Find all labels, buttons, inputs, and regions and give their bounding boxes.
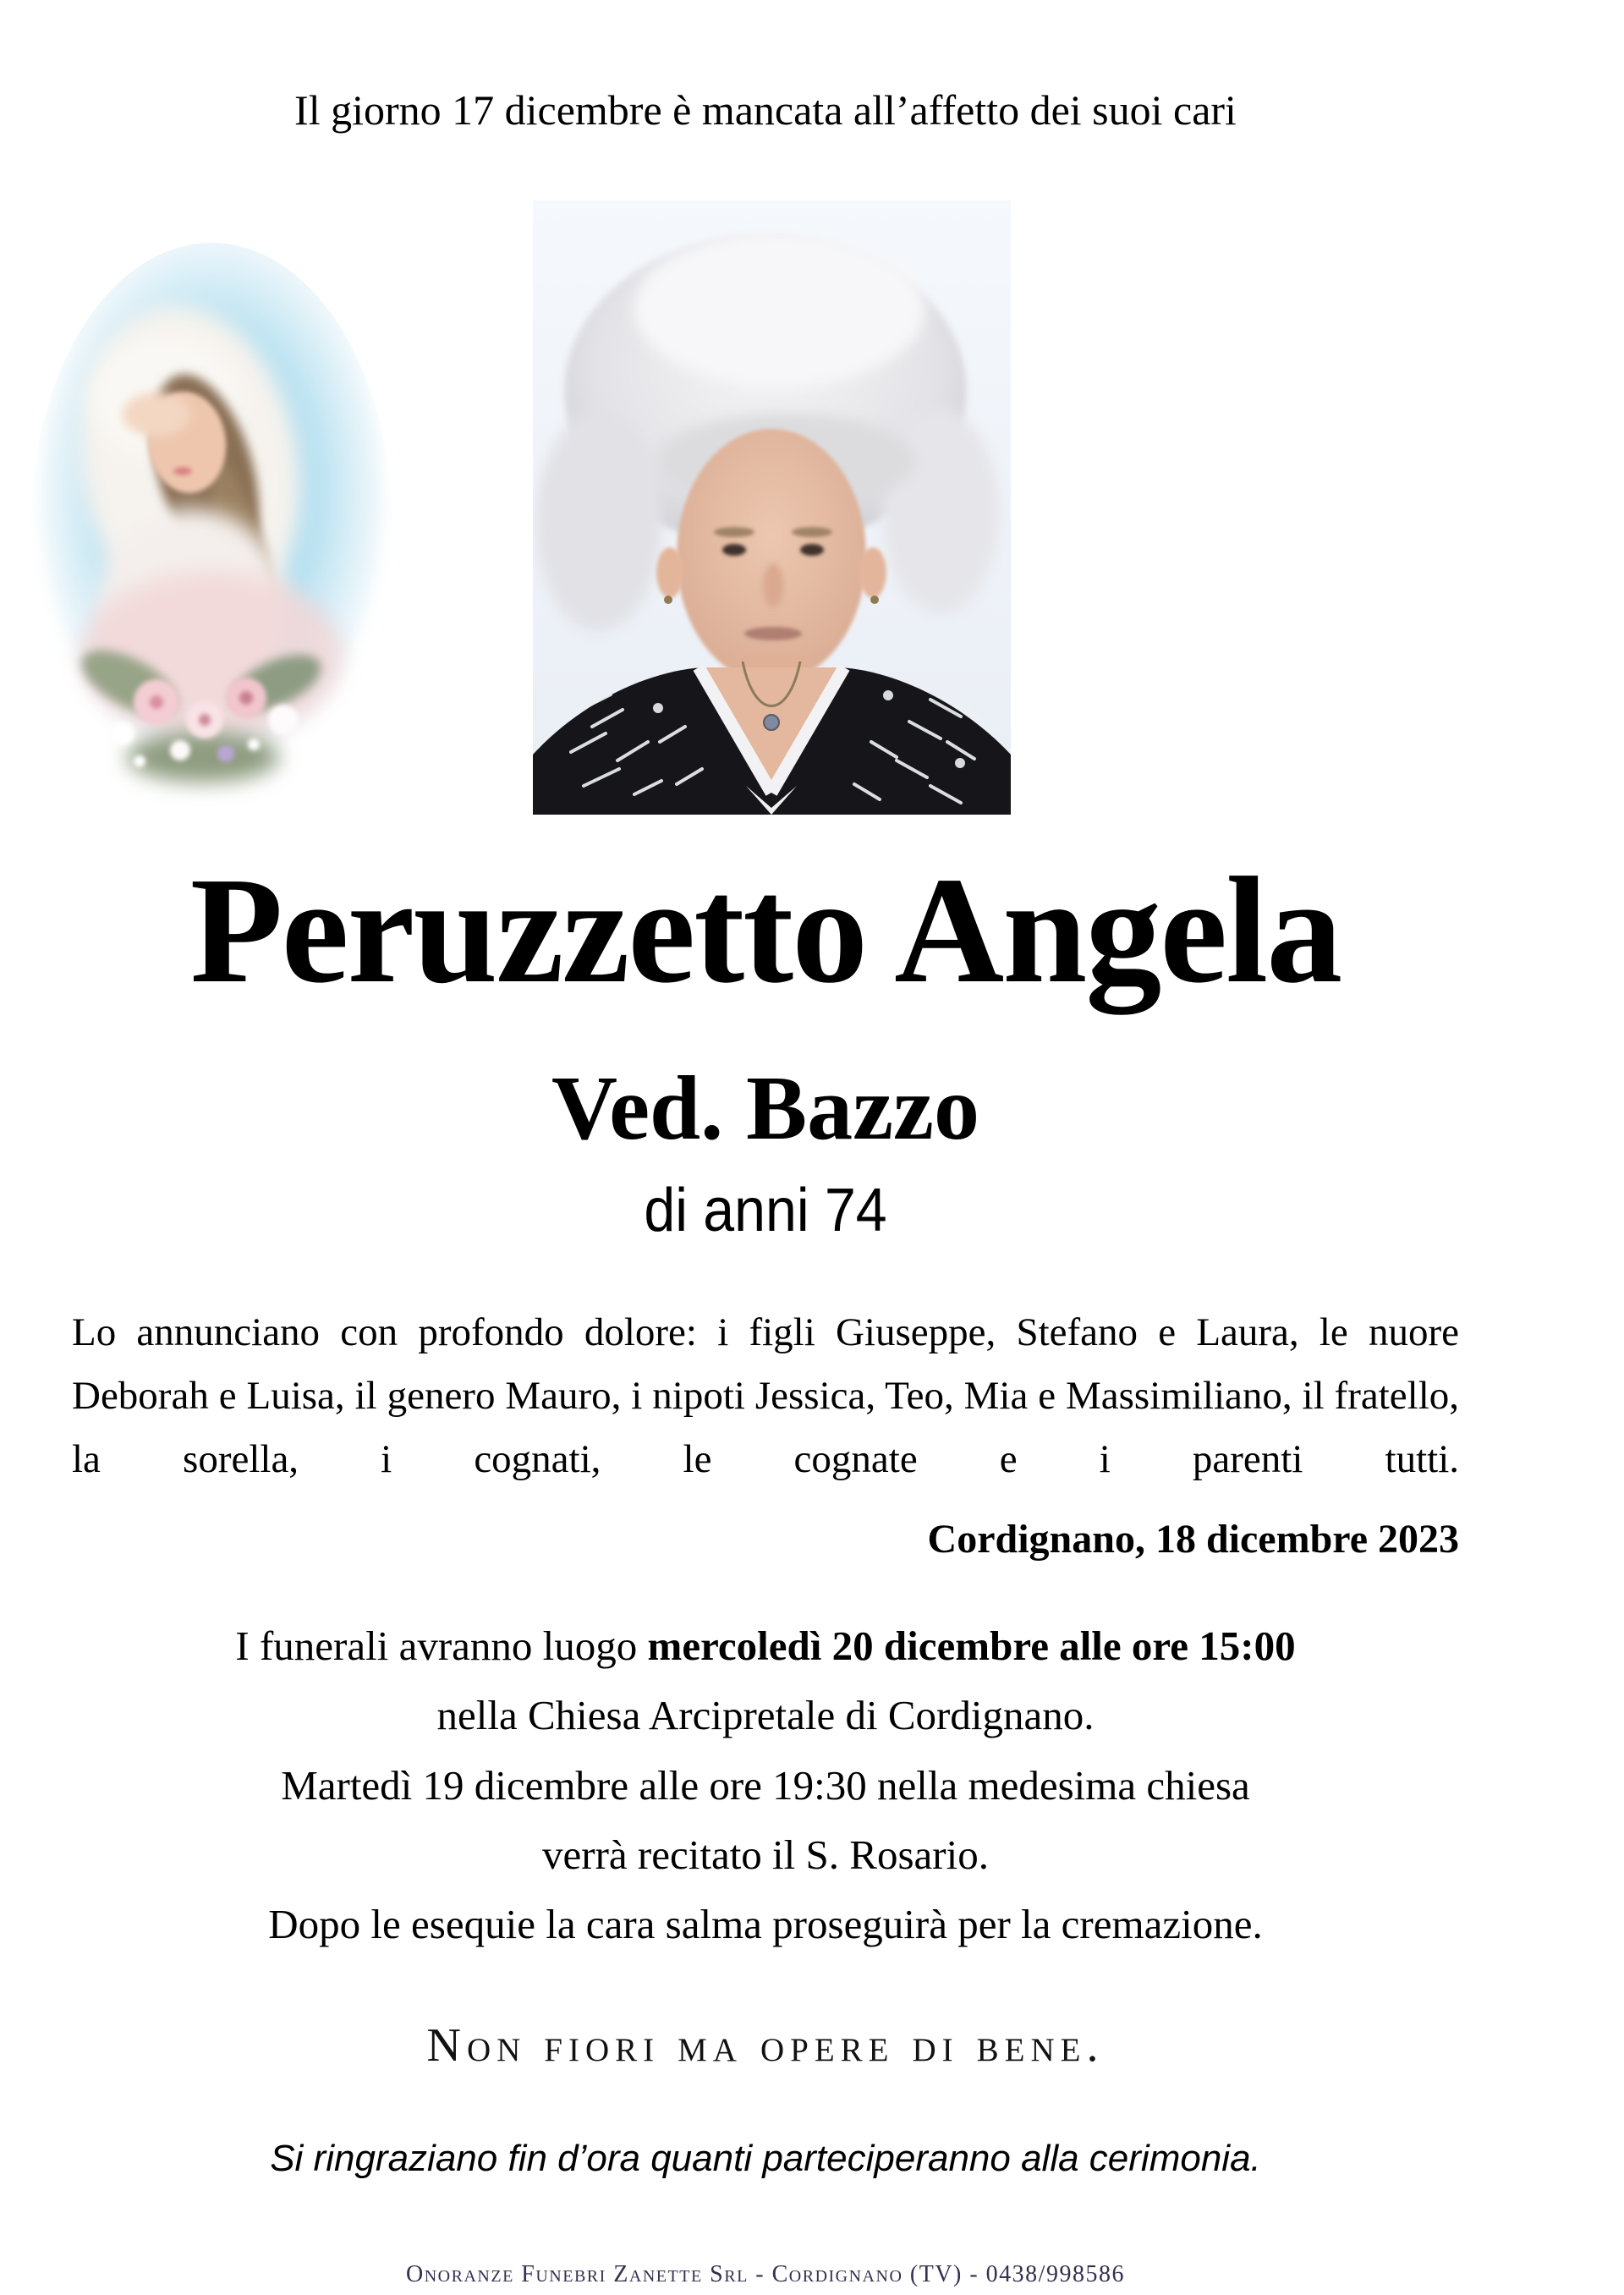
funeral-line-1-regular: I funerali avranno luogo — [235, 1622, 648, 1669]
widow-line: Ved. Bazzo — [551, 1058, 979, 1159]
funeral-line-2: nella Chiesa Arcipretale di Cordignano. — [436, 1692, 1095, 1738]
funeral-info — [72, 1611, 1459, 1750]
no-flowers-line: Non fiori ma opere di bene. — [426, 2019, 1105, 2072]
funeral-line-1 — [72, 1611, 1459, 1681]
rosary-line-2: verrà recitato il S. Rosario. — [542, 1831, 989, 1878]
intro-line: Il giorno 17 dicembre è mancata all’affetto dei suoi cari — [294, 86, 1237, 134]
funeral-home-footer: Onoranze Funebri Zanette Srl - Cordignano (TV) - 0438/998586 — [406, 2261, 1125, 2287]
announcement-paragraph: Lo annunciano con profondo dolore: i figli Giuseppe, Stefano e Laura, le nuore Deborah e Luisa, il genero Mauro, i nipoti Jessica, Teo, Mia e Massimiliano, il fratello, la sorella, i cognati, le cognate e i parenti tutti. — [72, 1310, 1459, 1481]
text-column — [72, 0, 1459, 2295]
cremation-line: Dopo le esequie la cara salma proseguirà per la cremazione. — [268, 1901, 1263, 1947]
thanks-line: Si ringraziano fin d’ora quanti parteciperanno alla cerimonia. — [270, 2138, 1261, 2179]
rosary-info — [72, 1751, 1459, 1890]
funeral-line-1-bold: mercoledì 20 dicembre alle ore 15:00 — [647, 1622, 1296, 1669]
age-line: di anni 74 — [644, 1177, 887, 1244]
rosary-line-1: Martedì 19 dicembre alle ore 19:30 nella medesima chiesa — [281, 1762, 1250, 1809]
deceased-name: Peruzzetto Angela — [189, 846, 1341, 1014]
dateline: Cordignano, 18 dicembre 2023 — [927, 1517, 1459, 1562]
